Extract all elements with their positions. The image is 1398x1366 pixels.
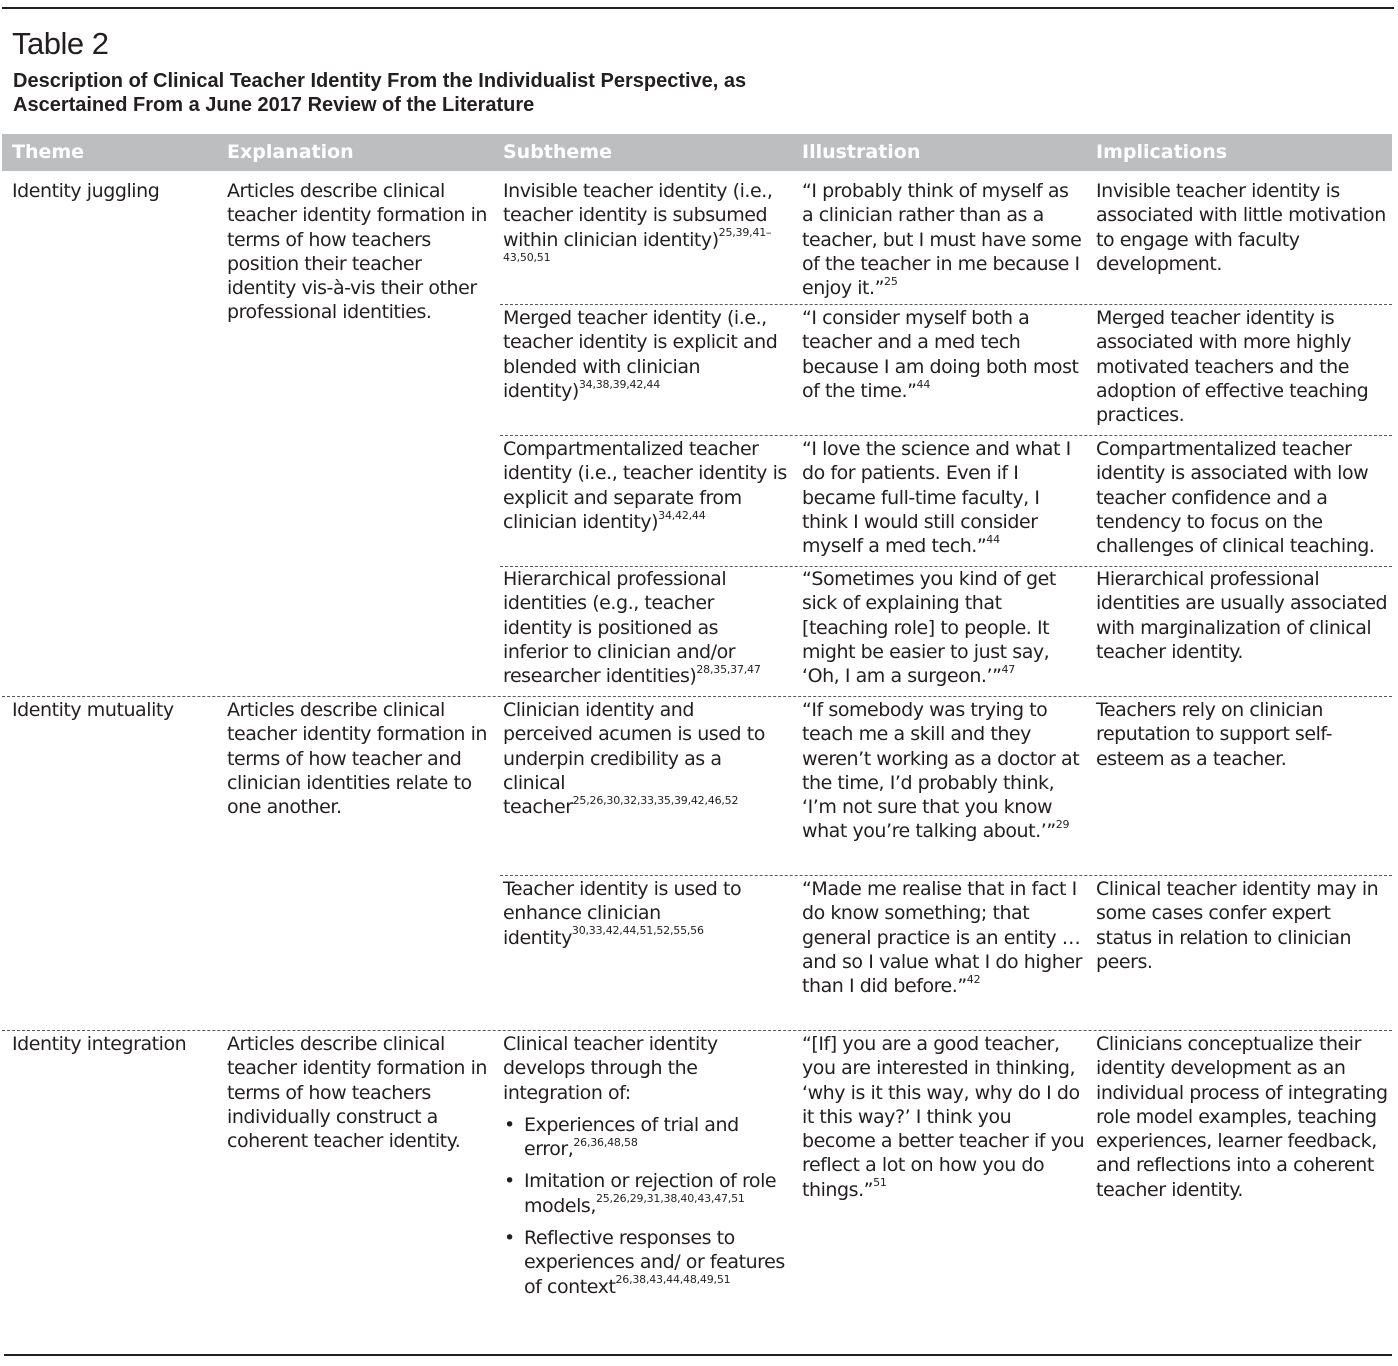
table-label: Table 2 xyxy=(12,26,109,61)
citation: 44 xyxy=(986,532,1000,546)
explanation-cell: Articles describe clinical teacher identity formation in terms of how teacher and clinician identities relate to one another. xyxy=(227,699,487,819)
citation: 29 xyxy=(1055,818,1070,832)
illustration-cell: “[If] you are a good teacher, you are interested in thinking, ‘why is it this way, why do I do it this way?’ I think you become a better teacher if you reflect a lot on how you do things.”$^{51}$ xyxy=(802,1033,1085,1201)
theme-cell: Identity integration xyxy=(12,1033,187,1055)
subtheme-cell: Clinician identity and perceived acumen is used to underpin credibility as a clinical teacher$^{25,26,30,32,33,35,39,42,46,52}$ xyxy=(503,699,765,819)
citation: 26,38,43,44,48,49,51 xyxy=(615,1273,731,1287)
implications-cell: Invisible teacher identity is associated with little motivation to engage with faculty development. xyxy=(1096,180,1386,275)
citation: 30,33,42,44,51,52,55,56 xyxy=(571,924,704,938)
subtheme-cell: Merged teacher identity (i.e., teacher identity is explicit and blended with clinician identity)$^{34,38,39,42,44}$ xyxy=(503,307,778,402)
row-divider xyxy=(500,435,1392,436)
explanation-cell: Articles describe clinical teacher identity formation in terms of how teachers position their teacher identity vis-à-vis their other professional identities. xyxy=(227,180,487,324)
citation: 25 xyxy=(884,274,898,288)
citation: 25,26,30,32,33,35,39,42,46,52 xyxy=(572,793,739,807)
subtheme-cell: Hierarchical professional identities (e.g., teacher identity is positioned as inferior to clinician and/or researcher identities)$^{28,35,37,47}$ xyxy=(503,568,761,688)
illustration-cell: “I probably think of myself as a clinician rather than as a teacher, but I must have some of the teacher in me because I enjoy it.”$^{25}$ xyxy=(802,180,1082,300)
theme-cell: Identity mutuality xyxy=(12,699,174,721)
illustration-cell: “If somebody was trying to teach me a skill and they weren’t working as a doctor at the time, I’d probably think, ‘I’m not sure that you know what you’re talking about.’”$^{29}$ xyxy=(802,699,1080,843)
illustration-cell: “Sometimes you kind of get sick of explaining that [teaching role] to people. It might be easier to just say, ‘Oh, I am a surgeon.’”$^{47}$ xyxy=(802,568,1056,688)
citation: 44 xyxy=(916,377,931,391)
illustration-cell: “I love the science and what I do for patients. Even if I became full-time faculty, I think I would still consider myself a med tech.”$^{44}$ xyxy=(802,438,1071,558)
subtheme-cell: Compartmentalized teacher identity (i.e., teacher identity is explicit and separate from clinician identity)$^{34,42,44}$ xyxy=(503,438,787,533)
bullet-icon: • xyxy=(504,1170,515,1193)
list-item: • Reflective responses to experiences and/ or features of context$^{26,38,43,44,48,49,51}$ xyxy=(504,1227,785,1298)
citation: 34,38,39,42,44 xyxy=(578,377,661,391)
implications-cell: Teachers rely on clinician reputation to support self-esteem as a teacher. xyxy=(1096,699,1333,770)
column-header-explanation: Explanation xyxy=(227,141,354,163)
illustration-cell: “I consider myself both a teacher and a med tech because I am doing both most of the time.”$^{44}$ xyxy=(802,307,1079,402)
list-item: • Experiences of trial and error,$^{26,36,48,58}$ xyxy=(504,1113,739,1161)
implications-cell: Clinical teacher identity may in some cases confer expert status in relation to clinician peers. xyxy=(1096,878,1379,973)
theme-divider xyxy=(2,696,1392,697)
implications-cell: Compartmentalized teacher identity is associated with low teacher confidence and a tendency to focus on the challenges of clinical teaching. xyxy=(1096,438,1375,558)
column-header-implications: Implications xyxy=(1096,141,1228,163)
caption-line-1: Description of Clinical Teacher Identity From the Individualist Perspective, as xyxy=(13,70,747,92)
caption-line-2: Ascertained From a June 2017 Review of the Literature xyxy=(13,94,535,116)
citation: 47 xyxy=(1001,662,1016,676)
subtheme-cell: Teacher identity is used to enhance clinician identity$^{30,33,42,44,51,52,55,56}$ xyxy=(503,878,742,949)
column-header-illustration: Illustration xyxy=(802,141,921,163)
explanation-cell: Articles describe clinical teacher identity formation in terms of how teachers individually construct a coherent teacher identity. xyxy=(227,1033,487,1153)
bottom-rule xyxy=(4,1354,1392,1356)
bullet-list xyxy=(503,1113,788,1299)
citation: 42 xyxy=(966,972,981,986)
citation: 25,26,29,31,38,40,43,47,51 xyxy=(595,1192,745,1206)
citation: 28,35,37,47 xyxy=(696,662,761,676)
bullet-icon: • xyxy=(504,1113,515,1136)
bullet-icon: • xyxy=(504,1227,515,1250)
subtheme-cell: Clinical teacher identity develops through the integration of: • Experiences of trial and error,$^{26,36,48,58}$ • Imitation or rejection of role models,$^{25,26,29,31,38,40,43,47,51}$ • Reflective responses to experiences and/ or features of context$^{26,38,43,44,48,49,51}$ xyxy=(503,1032,788,1307)
column-header-theme: Theme xyxy=(12,141,85,163)
table-caption xyxy=(13,69,893,117)
list-item: • Imitation or rejection of role models,$^{25,26,29,31,38,40,43,47,51}$ xyxy=(504,1170,777,1217)
top-rule xyxy=(2,7,1394,9)
citation: 25,39,41–43,50,51 xyxy=(503,226,772,264)
illustration-cell: “Made me realise that in fact I do know something; that general practice is an entity … and so I value what I do higher than I did before.”$^{42}$ xyxy=(802,878,1082,998)
citation: 51 xyxy=(873,1176,887,1190)
implications-cell: Hierarchical professional identities are usually associated with marginalization of clinical teacher identity. xyxy=(1096,568,1388,663)
subtheme-cell: Invisible teacher identity (i.e., teacher identity is subsumed within clinician identity)$^{25,39,41-43,50,51}$ xyxy=(503,180,773,264)
row-divider xyxy=(500,875,1392,876)
column-header-subtheme: Subtheme xyxy=(503,141,612,163)
implications-cell: Merged teacher identity is associated with more highly motivated teachers and the adoption of effective teaching practices. xyxy=(1096,307,1369,427)
citation: 34,42,44 xyxy=(658,508,706,522)
theme-cell: Identity juggling xyxy=(12,180,160,202)
row-divider xyxy=(500,304,1392,305)
citation: 26,36,48,58 xyxy=(573,1135,638,1149)
table-header-row xyxy=(2,134,1392,171)
theme-divider xyxy=(2,1030,1392,1031)
implications-cell: Clinicians conceptualize their identity development as an individual process of integrating role model examples, teaching experiences, learner feedback, and reflections into a coherent teacher identity. xyxy=(1096,1033,1388,1201)
